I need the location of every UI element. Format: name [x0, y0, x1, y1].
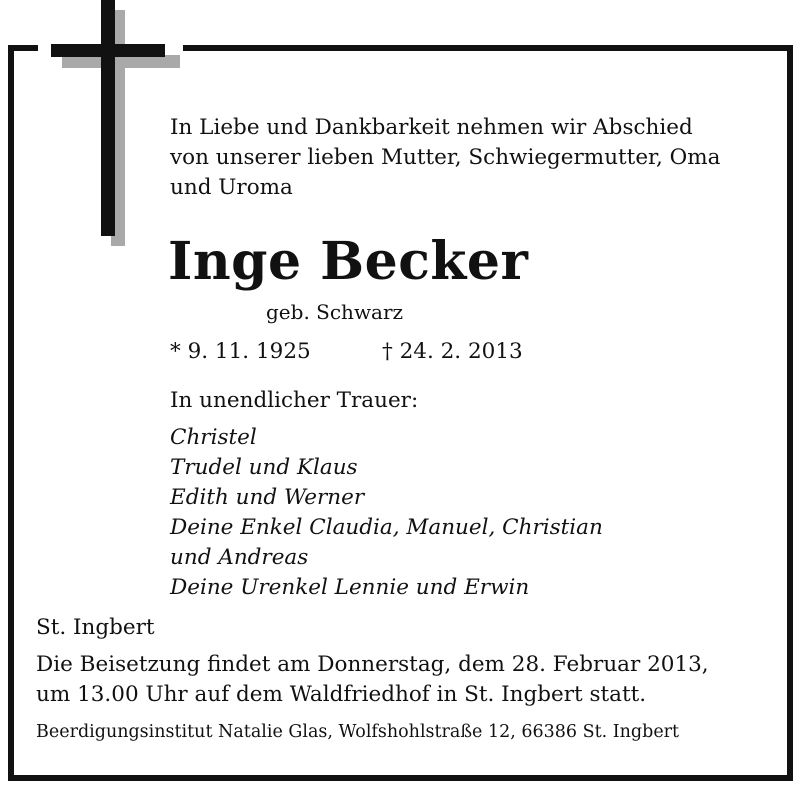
maiden-name: geb. Schwarz [266, 300, 404, 324]
mourner-item: Edith und Werner [170, 485, 365, 510]
mourner-item: Deine Urenkel Lennie und Erwin [170, 575, 530, 600]
cross-bar-horizontal [51, 44, 165, 57]
intro-text [170, 113, 770, 203]
undertaker-info: Beerdigungsinstitut Natalie Glas, Wolfshohlstraße 12, 66386 St. Ingbert [36, 722, 680, 742]
mourner-item: Deine Enkel Claudia, Manuel, Christian [170, 515, 603, 540]
birth-date: * 9. 11. 1925 [170, 339, 311, 364]
funeral-line: Die Beisetzung findet am Donnerstag, dem 28. Februar 2013, [36, 652, 709, 677]
place-name: St. Ingbert [36, 615, 155, 640]
cross-bar-vertical [101, 0, 115, 236]
frame-border-top-right [183, 45, 793, 51]
frame-border-bottom [8, 775, 793, 781]
mourning-heading: In unendlicher Trauer: [170, 388, 419, 413]
intro-line: In Liebe und Dankbarkeit nehmen wir Abschied [170, 115, 693, 140]
deceased-name: Inge Becker [168, 231, 529, 292]
mourner-item: Trudel und Klaus [170, 455, 358, 480]
mourner-item: Christel [170, 425, 257, 450]
intro-line: von unserer lieben Mutter, Schwiegermutter, Oma [170, 145, 721, 170]
mourner-item: und Andreas [170, 545, 309, 570]
funeral-details [36, 650, 709, 710]
mourners-list [170, 423, 603, 603]
frame-border-right [787, 45, 793, 781]
death-date: † 24. 2. 2013 [382, 339, 523, 364]
funeral-line: um 13.00 Uhr auf dem Waldfriedhof in St. Ingbert statt. [36, 682, 647, 707]
intro-line: und Uroma [170, 175, 293, 200]
